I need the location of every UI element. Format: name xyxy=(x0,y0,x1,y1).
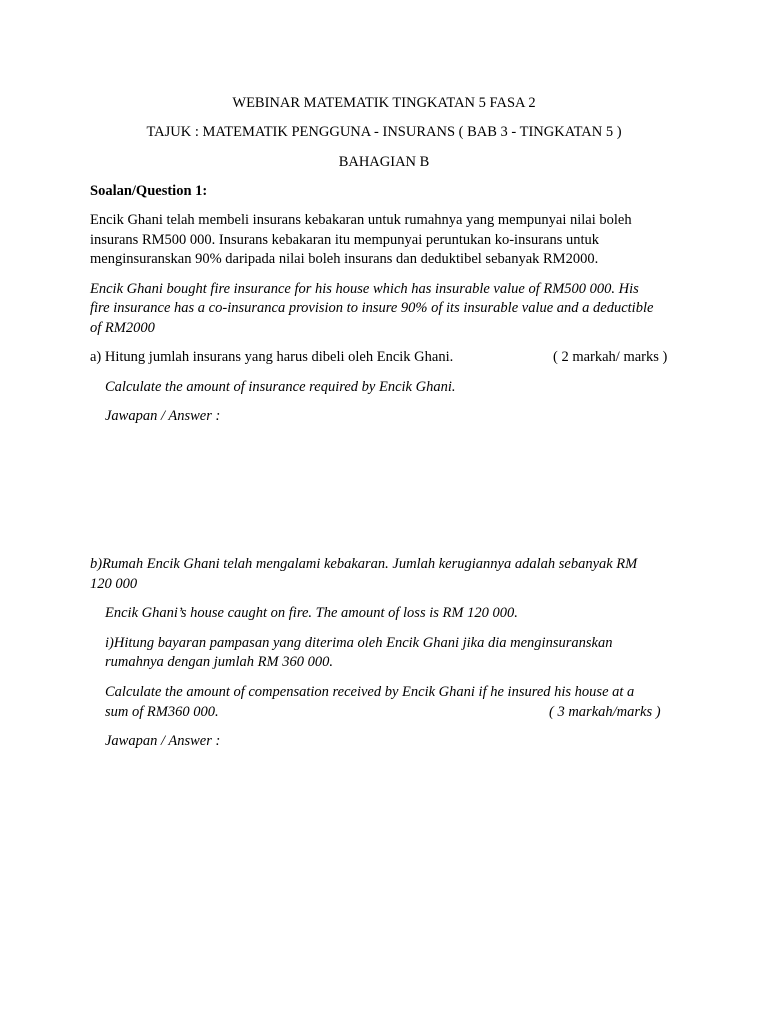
webinar-title: WEBINAR MATEMATIK TINGKATAN 5 FASA 2 xyxy=(232,95,536,111)
text-line: Calculate the amount of compensation received by Encik Ghani if he insured his house at a xyxy=(105,684,635,700)
text-line: of RM2000 xyxy=(90,320,155,336)
part-b-english: Encik Ghani’s house caught on fire. The amount of loss is RM 120 000. xyxy=(105,605,518,621)
part-b-answer-label: Jawapan / Answer : xyxy=(105,733,221,749)
text-line: b)Rumah Encik Ghani telah mengalami kebakaran. Jumlah kerugiannya adalah sebanyak RM xyxy=(90,556,638,572)
text-line: rumahnya dengan jumlah RM 360 000. xyxy=(105,654,333,670)
text-line: 120 000 xyxy=(90,576,138,592)
section-title: BAHAGIAN B xyxy=(338,154,430,170)
text-line: sum of RM360 000. xyxy=(105,704,219,720)
text-line: Encik Ghani telah membeli insurans kebakaran untuk rumahnya yang mempunyai nilai boleh xyxy=(90,212,632,228)
topic-title: TAJUK : MATEMATIK PENGGUNA - INSURANS ( BAB 3 - TINGKATAN 5 ) xyxy=(146,124,622,140)
text-line: menginsuranskan 90% daripada nilai boleh insurans dan deduktibel sebanyak RM2000. xyxy=(90,251,599,267)
question-heading: Soalan/Question 1: xyxy=(90,183,208,199)
part-b-marks: ( 3 markah/marks ) xyxy=(549,704,661,720)
text-line: fire insurance has a co-insuranca provision to insure 90% of its insurable value and a deductible xyxy=(90,300,654,316)
part-a-marks: ( 2 markah/ marks ) xyxy=(553,349,668,365)
part-a-question: a) Hitung jumlah insurans yang harus dibeli oleh Encik Ghani. xyxy=(90,349,454,365)
text-line: i)Hitung bayaran pampasan yang diterima oleh Encik Ghani jika dia menginsuranskan xyxy=(105,635,613,651)
part-a-english: Calculate the amount of insurance required by Encik Ghani. xyxy=(105,379,456,395)
text-line: Encik Ghani bought fire insurance for his house which has insurable value of RM500 000. His xyxy=(90,281,639,297)
text-line: insurans RM500 000. Insurans kebakaran itu mempunyai peruntukan ko-insurans untuk xyxy=(90,232,600,248)
part-a-answer-label: Jawapan / Answer : xyxy=(105,408,221,424)
